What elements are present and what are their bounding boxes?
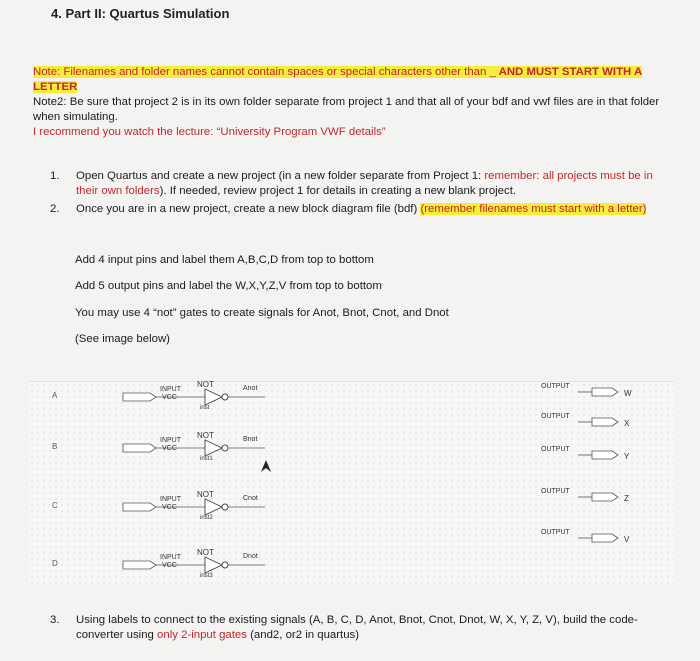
step-3 <box>50 613 670 643</box>
instance-label: inst1 <box>200 456 213 462</box>
output-pin-shape <box>592 493 618 501</box>
output-pin-label: OUTPUT <box>541 529 570 536</box>
signal-label: Cnot <box>243 495 258 502</box>
lane-label: B <box>52 442 58 451</box>
output-pin-name: X <box>624 419 630 428</box>
input-pin-shape <box>123 503 156 511</box>
output-pin-shape <box>592 388 618 396</box>
not-gate-shape <box>205 557 222 573</box>
step-red-text: only 2-input gates <box>157 629 247 641</box>
not-gate-label: NOT <box>197 431 214 440</box>
instance-label: inst <box>200 405 210 411</box>
not-gate-label: NOT <box>197 490 214 499</box>
input-pin-label: INPUT <box>160 386 181 393</box>
output-pin-label: OUTPUT <box>541 488 570 495</box>
mouse-cursor-icon <box>259 458 273 474</box>
step-highlight-text: (remember filenames must start with a letter) <box>420 203 647 215</box>
output-pin-shape <box>592 418 618 426</box>
not-gate-shape <box>205 499 222 515</box>
vcc-label: VCC <box>162 504 177 511</box>
recommend-text: I recommend you watch the lecture: “University Program VWF details” <box>33 126 386 138</box>
lane-label: C <box>52 501 58 510</box>
output-pin-name: W <box>624 389 632 398</box>
note-highlight: Note: Filenames and folder names cannot contain spaces or special characters other than _ AND MUST START WITH A LETTER <box>33 66 642 93</box>
not-gate-bubble <box>222 445 228 451</box>
output-pin-label: OUTPUT <box>541 383 570 390</box>
step-text-end: ). If needed, review project 1 for details in creating a new blank project. <box>159 185 517 197</box>
not-gate-label: NOT <box>197 380 214 389</box>
vcc-label: VCC <box>162 562 177 569</box>
note-text: Note: Filenames and folder names cannot contain spaces or special characters other than <box>33 66 490 78</box>
step-number: 1. <box>50 170 60 182</box>
step-red-text: remember: all projects must be in their own folders <box>76 170 653 197</box>
signal-label: Dnot <box>243 553 258 560</box>
not-gate-bubble <box>222 562 228 568</box>
note-emphasis: AND MUST START WITH A LETTER <box>33 66 642 93</box>
note2-text: Note2: Be sure that project 2 is in its own folder separate from project 1 and that all of your bdf and vwf files are in that folder when simulating. <box>33 96 660 123</box>
not-gate-label: NOT <box>197 548 214 557</box>
input-pin-label: INPUT <box>160 554 181 561</box>
section-heading: 4. Part II: Quartus Simulation <box>51 6 230 21</box>
output-pin-shape <box>592 534 618 542</box>
not-gate-bubble <box>222 504 228 510</box>
lane-label: A <box>52 391 58 400</box>
step-text-end: (and2, or2 in quartus) <box>246 629 360 641</box>
vcc-label: VCC <box>162 394 177 401</box>
output-pin-label: OUTPUT <box>541 446 570 453</box>
sub-line-1: Add 4 input pins and label them A,B,C,D from top to bottom <box>75 254 374 266</box>
output-pin-shape <box>592 451 618 459</box>
sub-line-4: (See image below) <box>75 333 170 345</box>
input-pin-shape <box>123 561 156 569</box>
step-number: 2. <box>50 203 60 215</box>
output-pin-name: Z <box>624 494 629 503</box>
not-gate-shape <box>205 389 222 405</box>
input-pin-label: INPUT <box>160 437 181 444</box>
signal-label: Anot <box>243 385 258 392</box>
not-gate-bubble <box>222 394 228 400</box>
step-text: Once you are in a new project, create a new block diagram file (bdf) <box>76 203 421 215</box>
input-pin-shape <box>123 393 156 401</box>
output-pin-name: Y <box>624 452 630 461</box>
sub-line-2: Add 5 output pins and label the W,X,Y,Z,V from top to bottom <box>75 280 382 292</box>
sub-line-3: You may use 4 “not” gates to create signals for Anot, Bnot, Cnot, and Dnot <box>75 307 449 319</box>
instance-label: inst2 <box>200 515 213 521</box>
step-number: 3. <box>50 614 60 626</box>
output-pin-label: OUTPUT <box>541 413 570 420</box>
input-pin-label: INPUT <box>160 496 181 503</box>
step-text: Using labels to connect to the existing signals (A, B, C, D, Anot, Bnot, Cnot, Dnot, W, X, Y, Z, V), build the code-converter using <box>76 614 638 641</box>
vcc-label: VCC <box>162 445 177 452</box>
instance-label: inst3 <box>200 573 213 579</box>
signal-label: Bnot <box>243 436 258 443</box>
lane-label: D <box>52 559 58 568</box>
not-gate-shape <box>205 440 222 456</box>
output-pin-name: V <box>624 535 630 544</box>
input-pin-shape <box>123 444 156 452</box>
step-text: Open Quartus and create a new project (in a new folder separate from Project 1: <box>76 170 485 182</box>
